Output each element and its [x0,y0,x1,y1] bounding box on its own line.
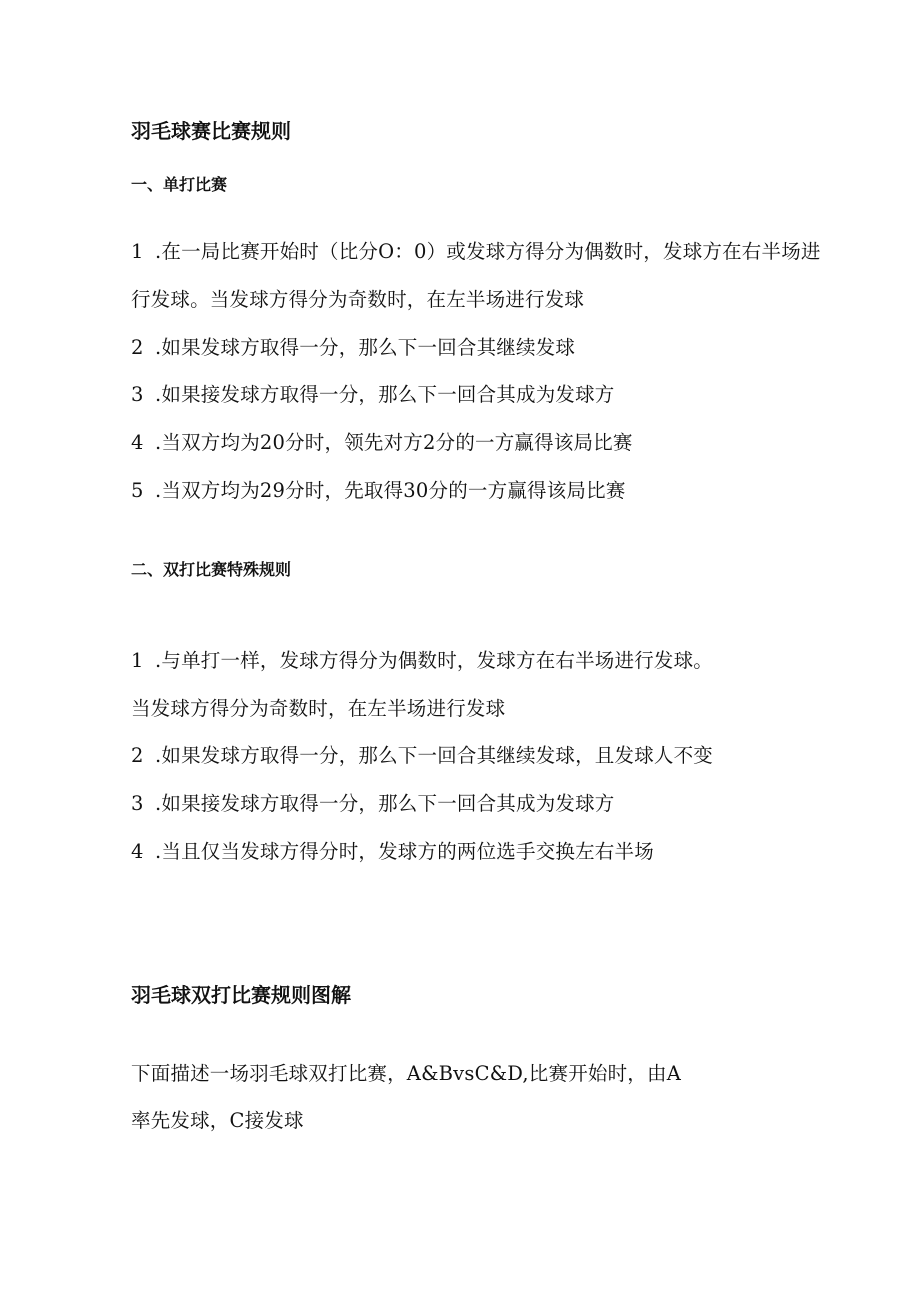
doubles-rule-3 [131,794,615,814]
description-line-1: 下面描述一场羽毛球双打比赛，A&BvsC&D,比赛开始时，由A [131,1062,681,1085]
rule-text: .如果发球方取得一分，那么下一回合其继续发球 [155,336,576,359]
rule-text: .当双方均为29分时，先取得30分的一方赢得该局比赛 [155,479,626,502]
rule-number: 1 [131,649,144,672]
doubles-rule-2 [131,746,713,766]
doubles-rule-1-line2: 当发球方得分为奇数时，在左半场进行发球 [131,697,506,720]
rule-number: 5 [131,479,144,502]
rule-text: .在一局比赛开始时（比分O：0）或发球方得分为偶数时，发球方在右半场进 [155,240,821,263]
page-title: 羽毛球赛比赛规则 [131,119,291,143]
rule-text: .如果接发球方取得一分，那么下一回合其成为发球方 [155,792,615,815]
doubles-rule-4 [131,842,654,862]
singles-rule-1-line1 [131,242,821,262]
singles-rule-1-line2: 行发球。当发球方得分为奇数时，在左半场进行发球 [131,288,585,311]
doubles-heading: 二、双打比赛特殊规则 [131,560,292,579]
rule-text: .当双方均为20分时，领先对方2分的一方赢得该局比赛 [155,431,633,454]
singles-rule-5 [131,481,626,501]
rule-text: .与单打一样，发球方得分为偶数时，发球方在右半场进行发球。 [155,649,713,672]
rule-number: 1 [131,240,144,263]
singles-heading: 一、单打比赛 [131,175,228,194]
singles-rule-2 [131,338,575,358]
doubles-rule-1-line1 [131,651,713,671]
rule-number: 3 [131,383,144,406]
rule-text: .当且仅当发球方得分时，发球方的两位选手交换左右半场 [155,840,654,863]
rule-text: .如果发球方取得一分，那么下一回合其继续发球，且发球人不变 [155,744,713,767]
diagram-section-title: 羽毛球双打比赛规则图解 [131,983,351,1007]
singles-rule-3 [131,385,615,405]
singles-rule-4 [131,433,633,453]
rule-number: 2 [131,744,144,767]
rule-number: 4 [131,431,144,454]
rule-number: 4 [131,840,144,863]
description-line-2: 率先发球，C接发球 [131,1109,304,1132]
rule-text: .如果接发球方取得一分，那么下一回合其成为发球方 [155,383,615,406]
rule-number: 3 [131,792,144,815]
rule-number: 2 [131,336,144,359]
